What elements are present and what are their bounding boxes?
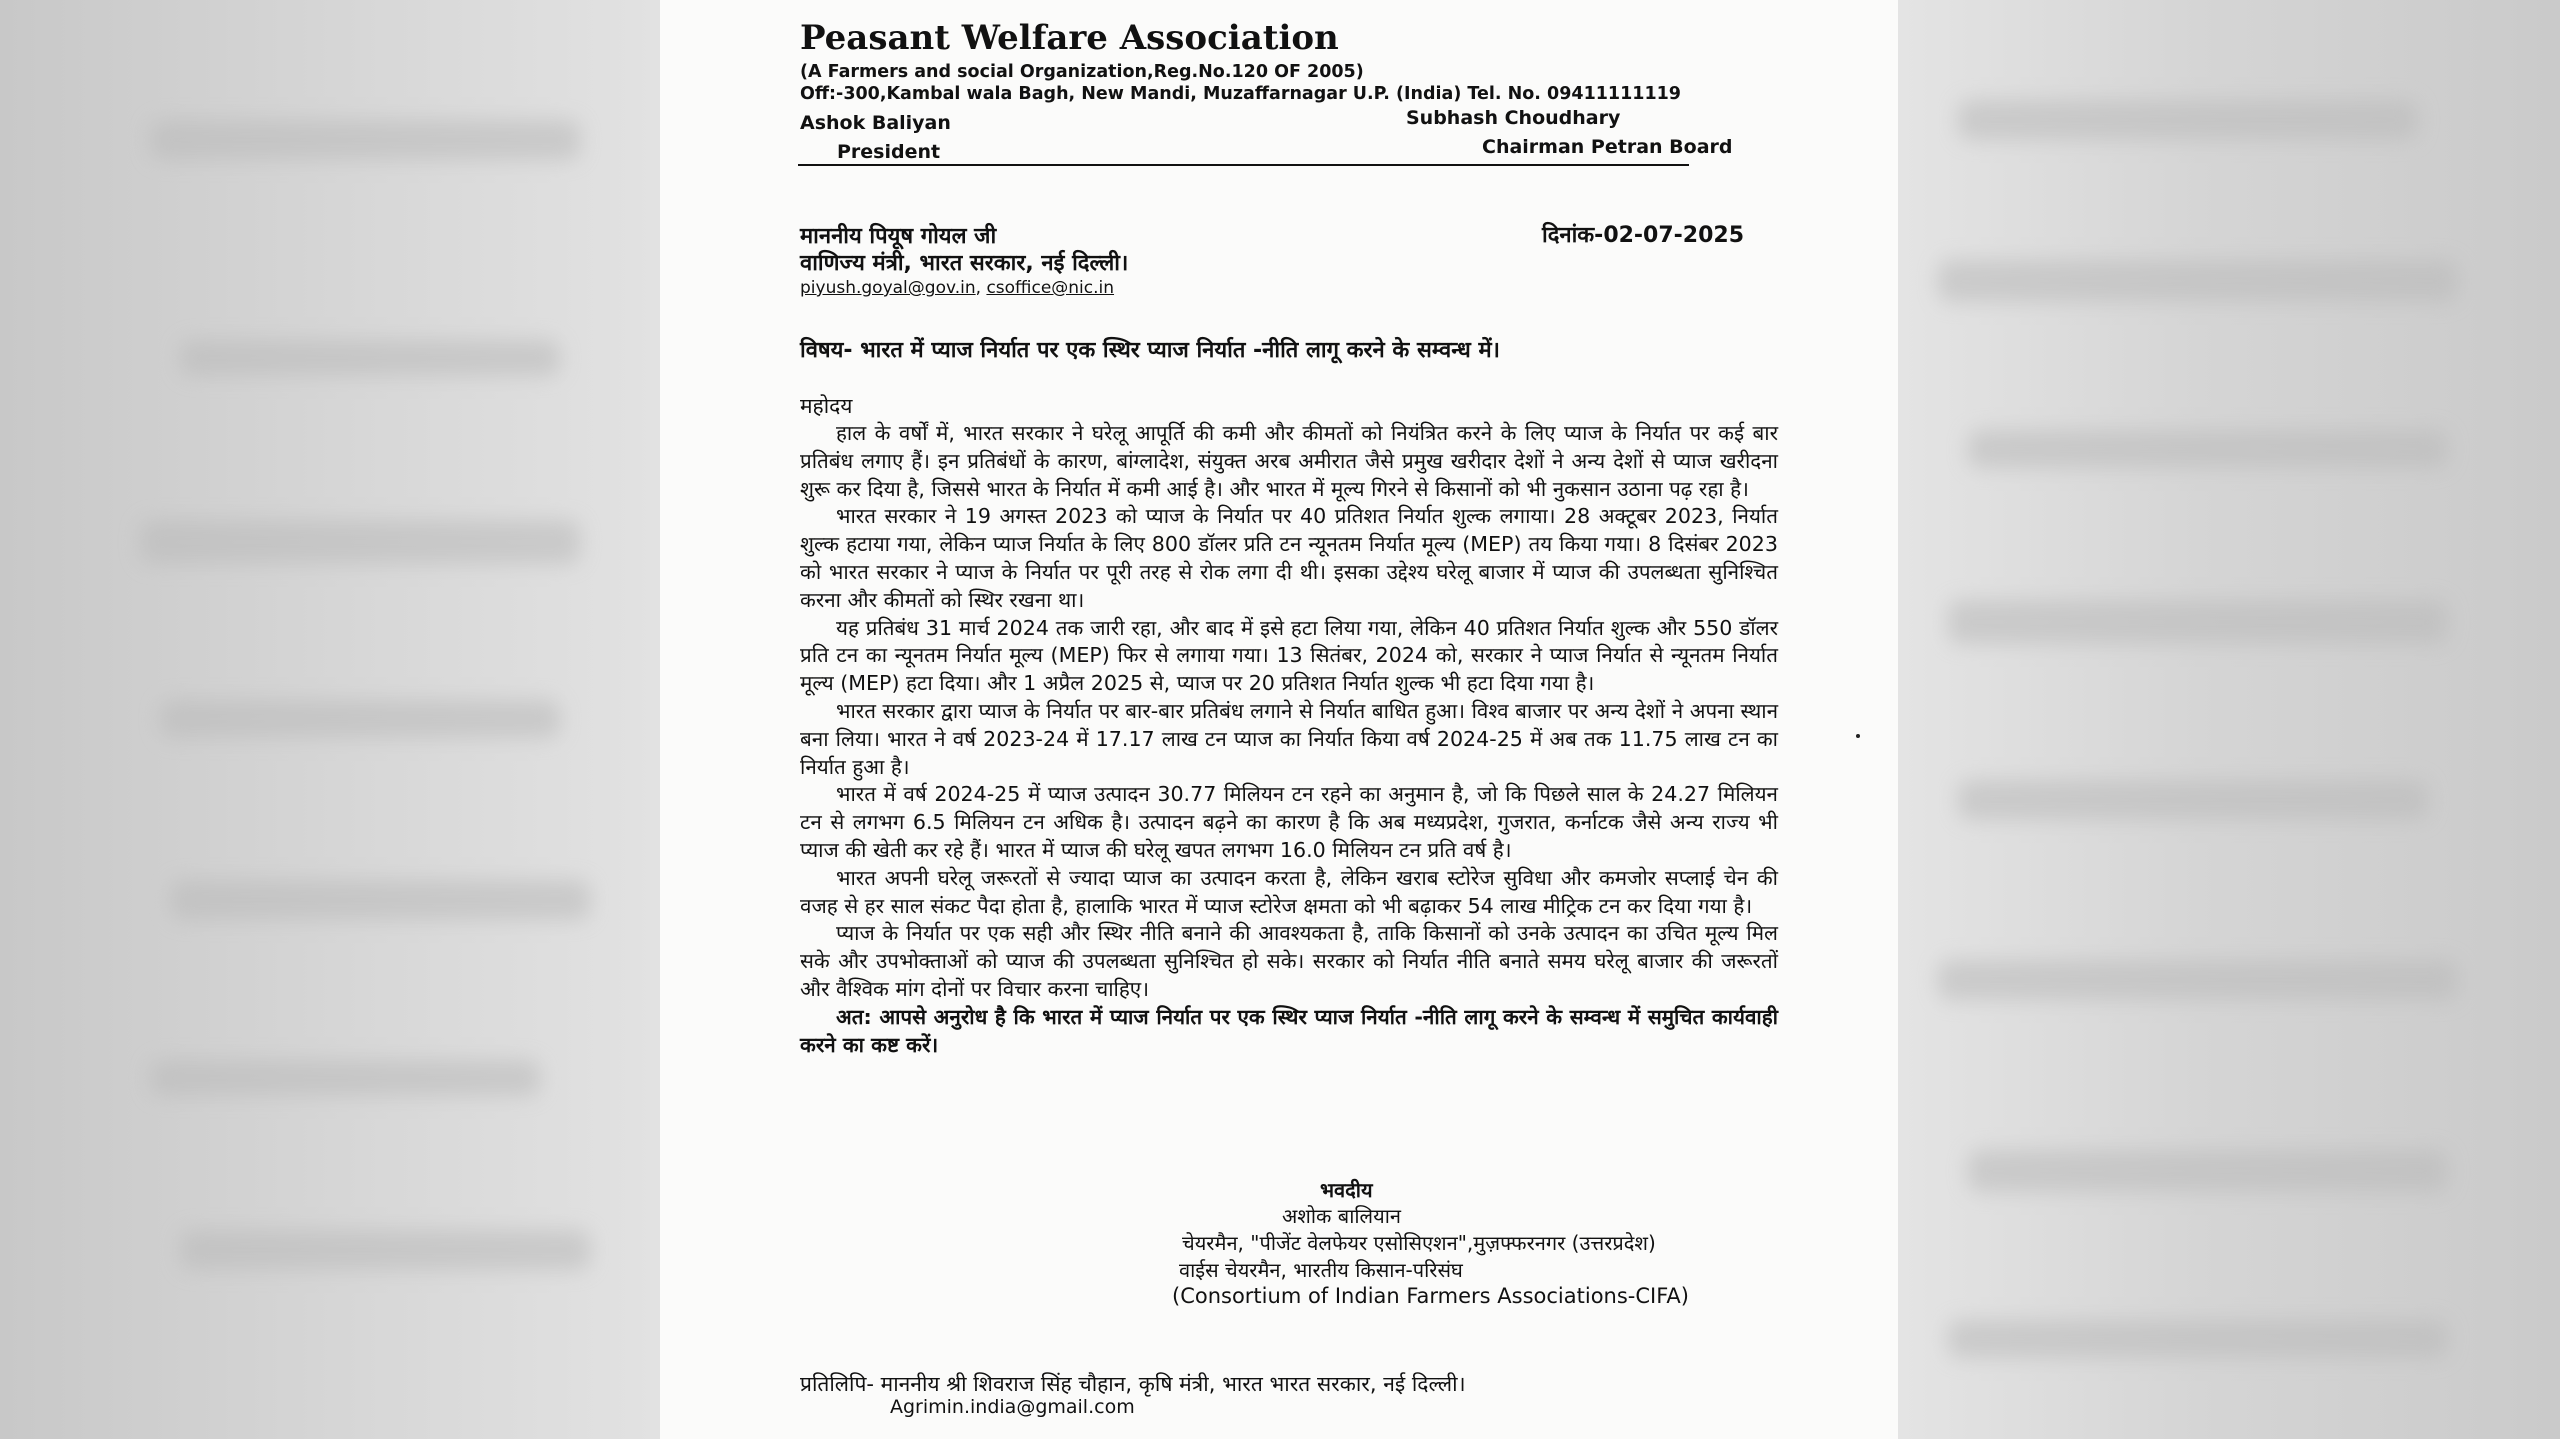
- chairman-title: Chairman Petran Board: [1482, 136, 1733, 158]
- signature-designation-1: चेयरमैन, "पीजेंट वेलफेयर एसोसिएशन",मुज़फ्फरनगर (उत्तरप्रदेश): [1182, 1231, 1656, 1255]
- org-name: Peasant Welfare Association: [800, 18, 1339, 58]
- recipient-email-2[interactable]: csoffice@nic.in: [986, 278, 1115, 298]
- president-title: President: [837, 141, 941, 163]
- blurred-background-right: [1898, 0, 2560, 1439]
- org-registration: (A Farmers and social Organization,Reg.No.120 OF 2005): [800, 62, 1364, 82]
- recipient-designation: वाणिज्य मंत्री, भारत सरकार, नई दिल्ली।: [800, 251, 1129, 276]
- signature-designation-3: (Consortium of Indian Farmers Associations-CIFA): [1172, 1284, 1689, 1308]
- recipient-name: माननीय पियूष गोयल जी: [800, 224, 997, 249]
- paragraph-2: भारत सरकार ने 19 अगस्त 2023 को प्याज के निर्यात पर 40 प्रतिशत निर्यात शुल्क लगाया। 28 अक्टूबर 2023, निर्यात शुल्क हटाया गया, लेकिन प्याज निर्यात के लिए 800 डॉलर प्रति टन न्यूनतम निर्यात मूल्य (MEP) तय किया गया। 8 दिसंबर 2023 को भारत सरकार ने प्याज के निर्यात पर पूरी तरह से रोक लगा दी थी। इसका उद्देश्य घरेलू बाजार में प्याज की उपलब्धता सुनिश्चित करना और कीमतों को स्थिर रखना था।: [800, 504, 1778, 612]
- paragraph-1: हाल के वर्षों में, भारत सरकार ने घरेलू आपूर्ति की कमी और कीमतों को नियंत्रित करने के लिए प्याज के निर्यात पर कई बार प्रतिबंध लगाए हैं। इन प्रतिबंधों के कारण, बांग्लादेश, संयुक्त अरब अमीरात जैसे प्रमुख खरीदार देशों ने अन्य देशों से प्याज खरीदना शुरू कर दिया है, जिससे भारत के निर्यात में कमी आई है। और भारत में मूल्य गिरने से किसानों को भी नुकसान उठाना पढ़ रहा है।: [800, 421, 1778, 501]
- paragraph-3: यह प्रतिबंध 31 मार्च 2024 तक जारी रहा, और बाद में इसे हटा लिया गया, लेकिन 40 प्रतिशत निर्यात शुल्क और 550 डॉलर प्रति टन का न्यूनतम निर्यात मूल्य (MEP) फिर से लगाया गया। 13 सितंबर, 2024 को, सरकार ने प्याज निर्यात से न्यूनतम निर्यात मूल्य (MEP) हटा दिया। और 1 अप्रैल 2025 से, प्याज पर 20 प्रतिशत निर्यात शुल्क भी हटा दिया गया है।: [800, 615, 1778, 696]
- paragraph-7: प्याज के निर्यात पर एक सही और स्थिर नीति बनाने की आवश्यकता है, ताकि किसानों को उनके उत्पादन का उचित मूल्य मिल सके और उपभोक्ताओं को प्याज की उपलब्धता सुनिश्चित हो सके। सरकार को निर्यात नीति बनाते समय घरेलू बाजार की जरूरतों और वैश्विक मांग दोनों पर विचार करना चाहिए।: [800, 921, 1778, 1001]
- email-separator: ,: [975, 278, 982, 298]
- signature-designation-2: वाईस चेयरमैन, भारतीय किसान-परिसंघ: [1179, 1258, 1463, 1282]
- signature-name: अशोक बालियान: [1282, 1204, 1401, 1228]
- office-address: Off:-300,Kambal wala Bagh, New Mandi, Muzaffarnagar U.P. (India) Tel. No. 09411111119: [800, 84, 1681, 104]
- paragraph-6: भारत अपनी घरेलू जरूरतों से ज्यादा प्याज का उत्पादन करता है, लेकिन खराब स्टोरेज सुविधा और कमजोर सप्लाई चेन की वजह से हर साल संकट पैदा होता है, हालाकि भारत में प्याज स्टोरेज क्षमता को भी बढ़ाकर 54 लाख मीट्रिक टन कर दिया गया है।: [800, 865, 1778, 918]
- paragraph-5: भारत में वर्ष 2024-25 में प्याज उत्पादन 30.77 मिलियन टन रहने का अनुमान है, जो कि पिछले साल के 24.27 मिलियन टन से लगभग 6.5 मिलियन टन अधिक है। उत्पादन बढ़ने का कारण है कि अब मध्यप्रदेश, गुजरात, कर्नाटक जैसे अन्य राज्य भी प्याज की खेती कर रहे हैं। भारत में प्याज की घरेलू खपत लगभग 16.0 मिलियन टन प्रति वर्ष है।: [800, 782, 1778, 862]
- letter-date: दिनांक-02-07-2025: [1542, 223, 1745, 248]
- copy-to-email[interactable]: Agrimin.india@gmail.com: [890, 1396, 1135, 1418]
- chairman-name: Subhash Choudhary: [1406, 107, 1621, 129]
- signature-closing: भवदीय: [1320, 1178, 1373, 1202]
- recipient-emails: [800, 278, 1114, 298]
- request-paragraph: अत: आपसे अनुरोध है कि भारत में प्याज निर्यात पर एक स्थिर प्याज निर्यात -नीति लागू करने के सम्वन्ध में समुचित कार्यवाही करने का कष्ट करें।: [800, 1004, 1778, 1057]
- letter-subject: विषय- भारत में प्याज निर्यात पर एक स्थिर प्याज निर्यात -नीति लागू करने के सम्वन्ध में।: [800, 338, 1500, 363]
- letter-page: [660, 0, 1898, 1439]
- paper-speck: [1856, 734, 1860, 738]
- copy-to-line: प्रतिलिपि- माननीय श्री शिवराज सिंह चौहान, कृषि मंत्री, भारत भारत सरकार, नई दिल्ली।: [800, 1372, 1466, 1396]
- president-name: Ashok Baliyan: [800, 112, 951, 134]
- letterhead-divider: [798, 164, 1689, 166]
- recipient-email-1[interactable]: piyush.goyal@gov.in: [800, 278, 976, 298]
- salutation: महोदय: [800, 394, 853, 418]
- paragraph-4: भारत सरकार द्वारा प्याज के निर्यात पर बार-बार प्रतिबंध लगाने से निर्यात बाधित हुआ। विश्व बाजार पर अन्य देशों ने अपना स्थान बना लिया। भारत ने वर्ष 2023-24 में 17.17 लाख टन प्याज का निर्यात किया वर्ष 2024-25 में अब तक 11.75 लाख टन का निर्यात हुआ है।: [800, 698, 1778, 779]
- letter-body: [800, 420, 1778, 1059]
- blurred-background-left: [0, 0, 660, 1439]
